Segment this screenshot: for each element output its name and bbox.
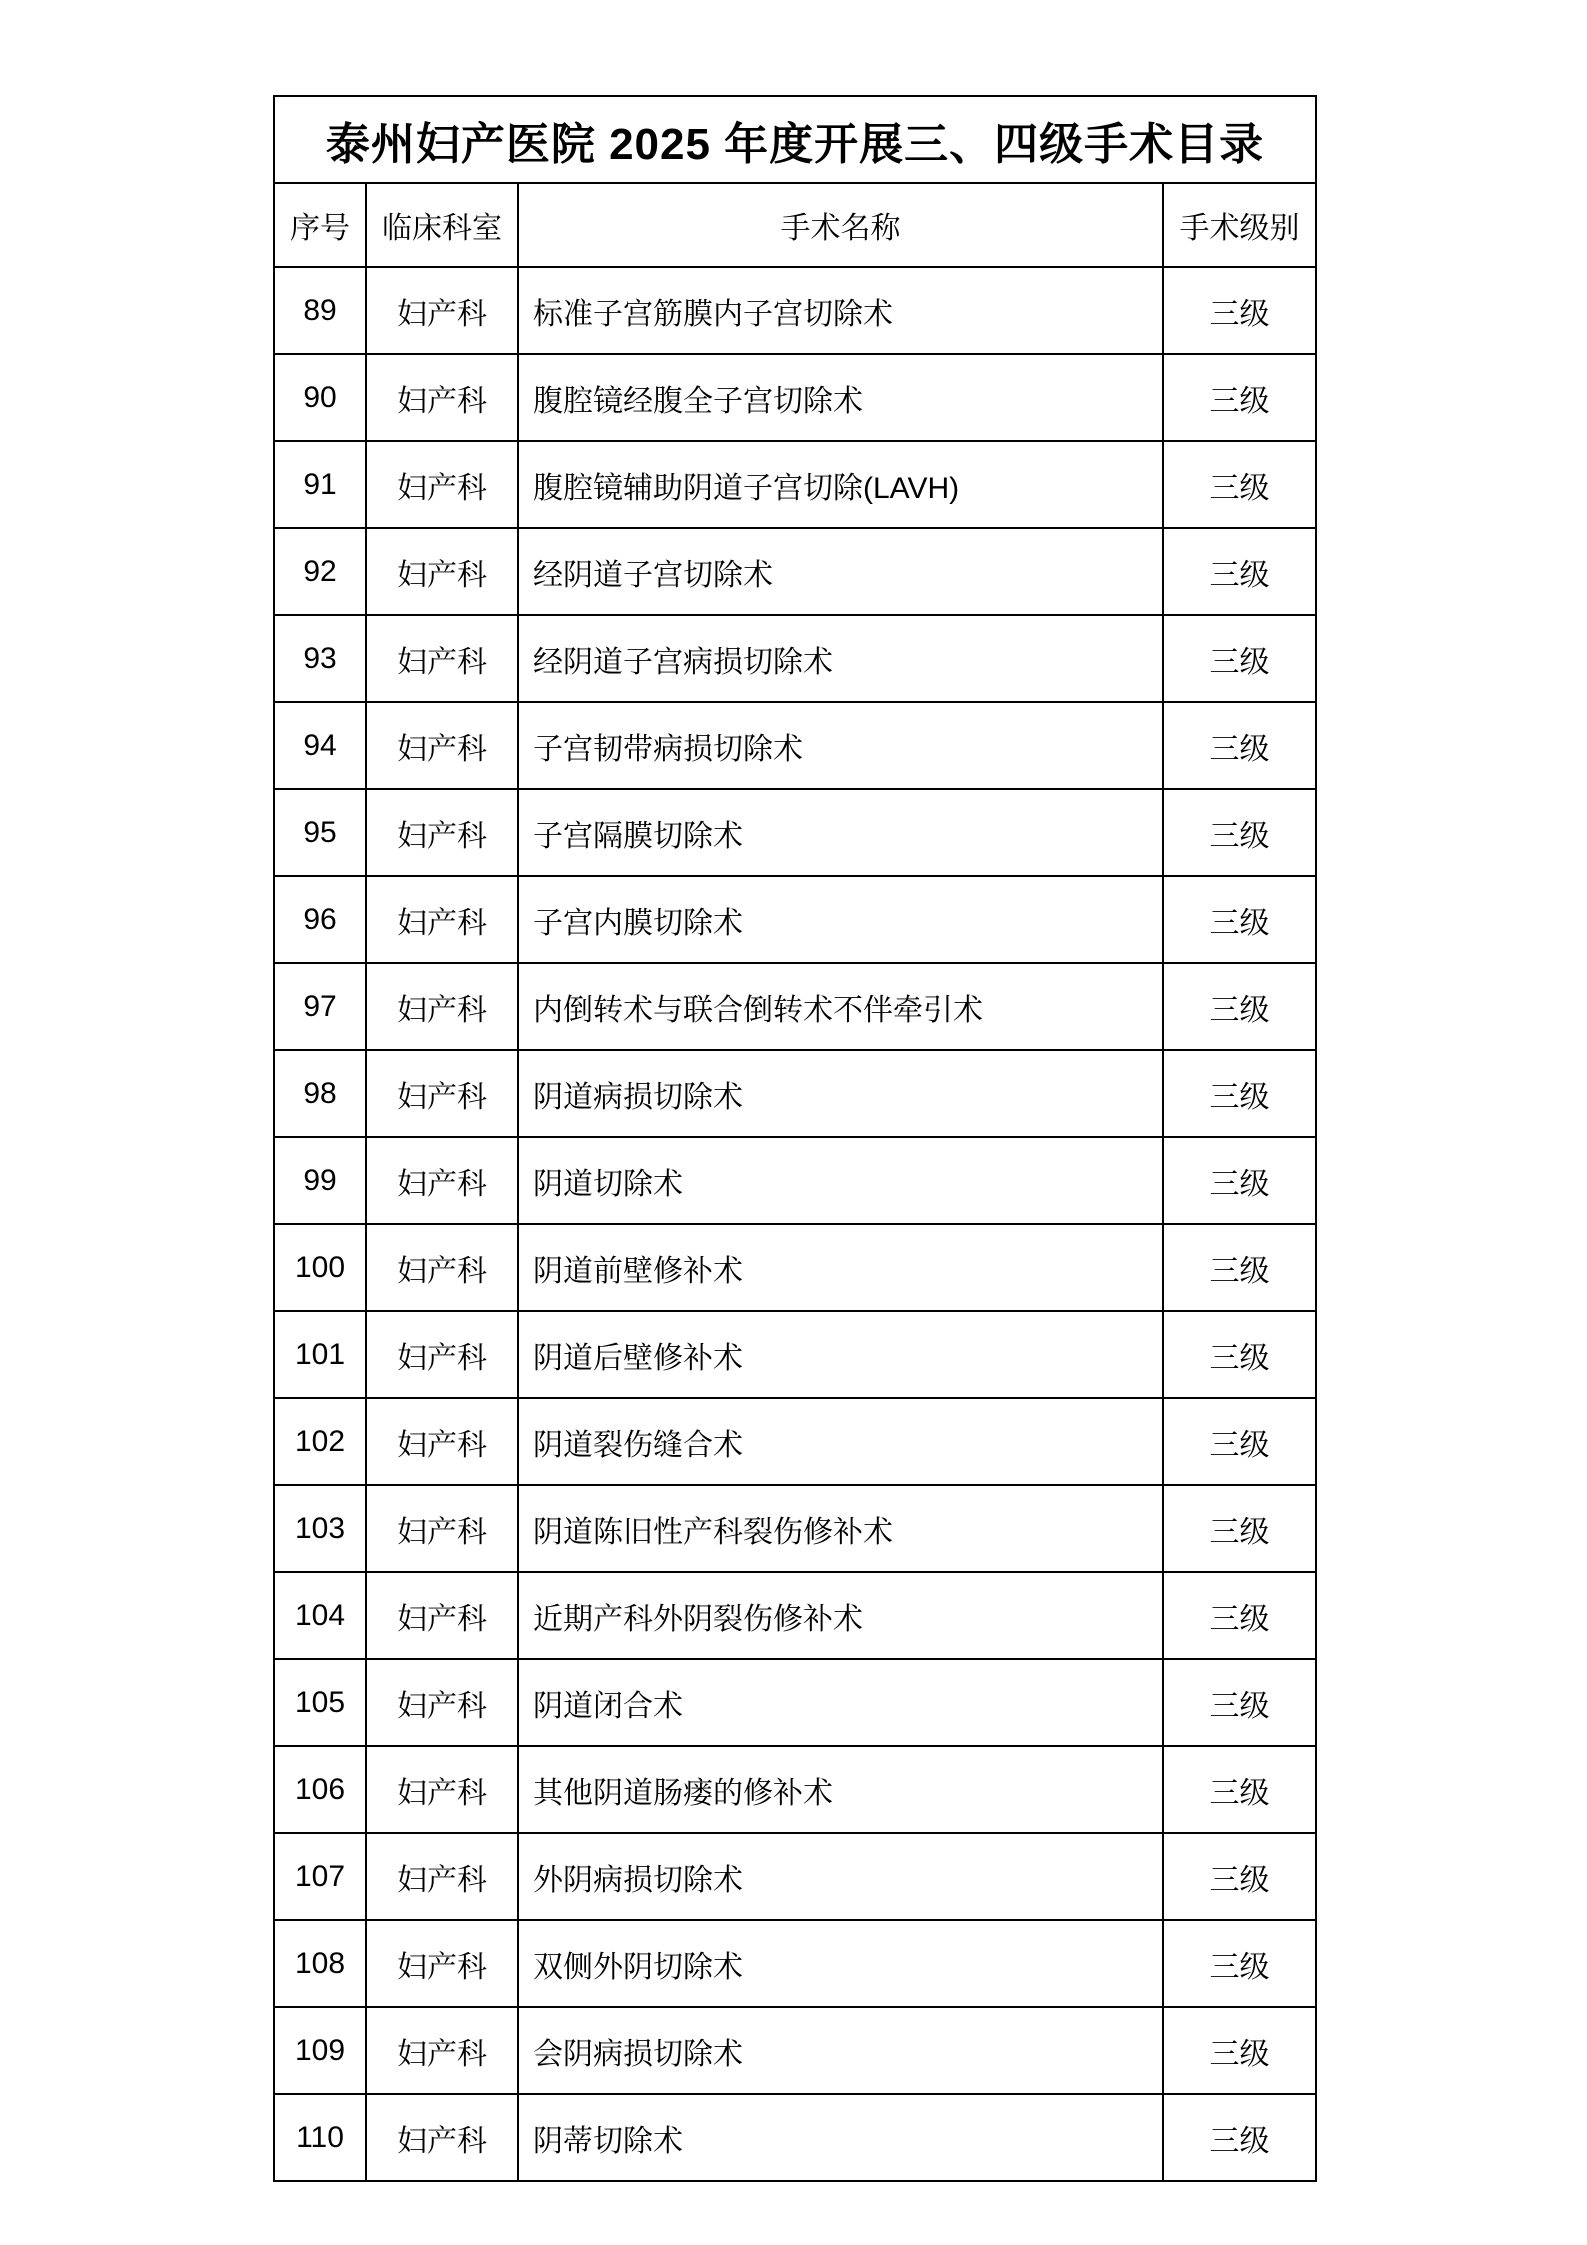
- row-surgery-cell: 阴道裂伤缝合术: [518, 1398, 1163, 1485]
- row-department-cell: 妇产科: [366, 1572, 518, 1659]
- row-serial-cell: 109: [274, 2007, 366, 2094]
- row-serial-cell: 103: [274, 1485, 366, 1572]
- column-header-level: 手术级别: [1163, 183, 1316, 267]
- row-surgery-cell: 阴道切除术: [518, 1137, 1163, 1224]
- row-serial-cell: 98: [274, 1050, 366, 1137]
- row-serial-cell: 97: [274, 963, 366, 1050]
- row-level-cell: 三级: [1163, 1572, 1316, 1659]
- row-level-cell: 三级: [1163, 1485, 1316, 1572]
- row-department-cell: 妇产科: [366, 963, 518, 1050]
- row-serial-cell: 102: [274, 1398, 366, 1485]
- table-row: [274, 1920, 1316, 2007]
- row-level-cell: 三级: [1163, 441, 1316, 528]
- row-department-cell: 妇产科: [366, 1833, 518, 1920]
- row-serial-cell: 99: [274, 1137, 366, 1224]
- row-level-cell: 三级: [1163, 615, 1316, 702]
- row-level-cell: 三级: [1163, 354, 1316, 441]
- row-department-cell: 妇产科: [366, 1920, 518, 2007]
- row-level-cell: 三级: [1163, 1920, 1316, 2007]
- table-row: [274, 1833, 1316, 1920]
- row-serial-cell: 95: [274, 789, 366, 876]
- row-level-cell: 三级: [1163, 702, 1316, 789]
- row-department-cell: 妇产科: [366, 1398, 518, 1485]
- row-surgery-cell: 会阴病损切除术: [518, 2007, 1163, 2094]
- table-row: [274, 702, 1316, 789]
- table-row: [274, 1746, 1316, 1833]
- row-department-cell: 妇产科: [366, 1746, 518, 1833]
- table-row: [274, 354, 1316, 441]
- row-surgery-cell: 阴道闭合术: [518, 1659, 1163, 1746]
- table-row: [274, 267, 1316, 354]
- table-row: [274, 1485, 1316, 1572]
- table-row: [274, 615, 1316, 702]
- table-row: [274, 963, 1316, 1050]
- row-level-cell: 三级: [1163, 963, 1316, 1050]
- row-department-cell: 妇产科: [366, 528, 518, 615]
- row-surgery-cell: 子宫韧带病损切除术: [518, 702, 1163, 789]
- row-department-cell: 妇产科: [366, 876, 518, 963]
- row-department-cell: 妇产科: [366, 1659, 518, 1746]
- row-department-cell: 妇产科: [366, 1224, 518, 1311]
- row-level-cell: 三级: [1163, 267, 1316, 354]
- row-surgery-cell: 阴道前壁修补术: [518, 1224, 1163, 1311]
- surgery-catalog-table: [273, 95, 1317, 2182]
- row-department-cell: 妇产科: [366, 1050, 518, 1137]
- row-department-cell: 妇产科: [366, 267, 518, 354]
- row-surgery-cell: 经阴道子宫切除术: [518, 528, 1163, 615]
- row-department-cell: 妇产科: [366, 1311, 518, 1398]
- row-surgery-cell: 其他阴道肠瘘的修补术: [518, 1746, 1163, 1833]
- row-level-cell: 三级: [1163, 1746, 1316, 1833]
- row-level-cell: 三级: [1163, 2007, 1316, 2094]
- row-surgery-cell: 子宫隔膜切除术: [518, 789, 1163, 876]
- row-level-cell: 三级: [1163, 1833, 1316, 1920]
- column-header-surgery: 手术名称: [518, 183, 1163, 267]
- table-row: [274, 1311, 1316, 1398]
- row-surgery-cell: 腹腔镜经腹全子宫切除术: [518, 354, 1163, 441]
- row-surgery-cell: 外阴病损切除术: [518, 1833, 1163, 1920]
- table-row: [274, 2007, 1316, 2094]
- row-surgery-cell: 内倒转术与联合倒转术不伴牵引术: [518, 963, 1163, 1050]
- row-surgery-cell: 阴道后壁修补术: [518, 1311, 1163, 1398]
- row-serial-cell: 104: [274, 1572, 366, 1659]
- row-level-cell: 三级: [1163, 1311, 1316, 1398]
- table-row: [274, 528, 1316, 615]
- row-surgery-cell: 腹腔镜辅助阴道子宫切除(LAVH): [518, 441, 1163, 528]
- row-level-cell: 三级: [1163, 876, 1316, 963]
- row-surgery-cell: 阴道陈旧性产科裂伤修补术: [518, 1485, 1163, 1572]
- table-row: [274, 789, 1316, 876]
- row-level-cell: 三级: [1163, 1137, 1316, 1224]
- row-surgery-cell: 阴蒂切除术: [518, 2094, 1163, 2181]
- table-header-row: [274, 183, 1316, 267]
- row-serial-cell: 91: [274, 441, 366, 528]
- row-serial-cell: 92: [274, 528, 366, 615]
- table-row: [274, 1572, 1316, 1659]
- row-department-cell: 妇产科: [366, 789, 518, 876]
- row-serial-cell: 108: [274, 1920, 366, 2007]
- row-department-cell: 妇产科: [366, 615, 518, 702]
- table-title-row: [274, 96, 1316, 183]
- table-row: [274, 1224, 1316, 1311]
- row-department-cell: 妇产科: [366, 441, 518, 528]
- column-header-serial: 序号: [274, 183, 366, 267]
- row-serial-cell: 110: [274, 2094, 366, 2181]
- table-row: [274, 441, 1316, 528]
- row-serial-cell: 106: [274, 1746, 366, 1833]
- row-surgery-cell: 近期产科外阴裂伤修补术: [518, 1572, 1163, 1659]
- row-level-cell: 三级: [1163, 1659, 1316, 1746]
- row-serial-cell: 100: [274, 1224, 366, 1311]
- row-serial-cell: 107: [274, 1833, 366, 1920]
- row-surgery-cell: 子宫内膜切除术: [518, 876, 1163, 963]
- row-department-cell: 妇产科: [366, 1485, 518, 1572]
- row-surgery-cell: 阴道病损切除术: [518, 1050, 1163, 1137]
- row-surgery-cell: 经阴道子宫病损切除术: [518, 615, 1163, 702]
- row-serial-cell: 96: [274, 876, 366, 963]
- table-row: [274, 1398, 1316, 1485]
- table-row: [274, 1137, 1316, 1224]
- row-department-cell: 妇产科: [366, 1137, 518, 1224]
- row-serial-cell: 93: [274, 615, 366, 702]
- row-department-cell: 妇产科: [366, 2094, 518, 2181]
- table-row: [274, 876, 1316, 963]
- row-level-cell: 三级: [1163, 789, 1316, 876]
- table-row: [274, 1050, 1316, 1137]
- row-level-cell: 三级: [1163, 1398, 1316, 1485]
- row-serial-cell: 90: [274, 354, 366, 441]
- row-department-cell: 妇产科: [366, 702, 518, 789]
- row-level-cell: 三级: [1163, 1224, 1316, 1311]
- row-department-cell: 妇产科: [366, 354, 518, 441]
- table-row: [274, 1659, 1316, 1746]
- row-level-cell: 三级: [1163, 2094, 1316, 2181]
- table-body: [274, 267, 1316, 2181]
- row-serial-cell: 89: [274, 267, 366, 354]
- page-title: 泰州妇产医院 2025 年度开展三、四级手术目录: [274, 96, 1316, 183]
- row-surgery-cell: 双侧外阴切除术: [518, 1920, 1163, 2007]
- row-serial-cell: 105: [274, 1659, 366, 1746]
- table-row: [274, 2094, 1316, 2181]
- row-level-cell: 三级: [1163, 1050, 1316, 1137]
- row-level-cell: 三级: [1163, 528, 1316, 615]
- row-surgery-cell: 标准子宫筋膜内子宫切除术: [518, 267, 1163, 354]
- column-header-department: 临床科室: [366, 183, 518, 267]
- row-serial-cell: 101: [274, 1311, 366, 1398]
- row-serial-cell: 94: [274, 702, 366, 789]
- row-department-cell: 妇产科: [366, 2007, 518, 2094]
